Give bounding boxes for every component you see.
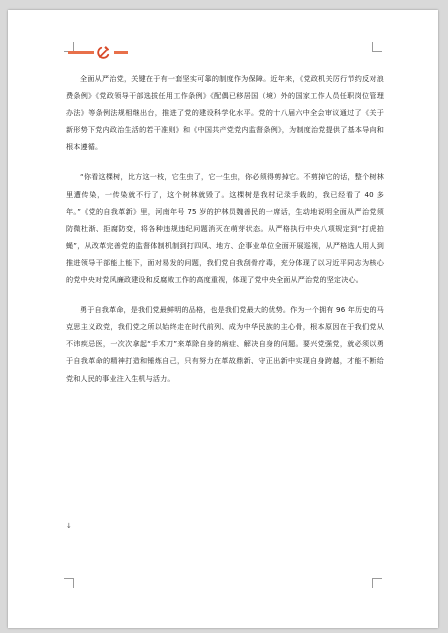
hammer-and-sickle-icon bbox=[97, 45, 111, 59]
document-page bbox=[8, 10, 438, 628]
paragraph: “你看这棵树，比方这一枝，它生虫了，它一生虫，你必须得剪掉它。不剪掉它的话，整个树林里遭传染，一传染就不行了，这个树林就毁了。这棵树是我村记录手栽的，我已经看了 40 多年。”《党的自我革新》里，河南年号 75 岁的护林员魏善民的一席话，生动地说明全面从严治党须防微杜渐、拒腐防变，将各种违规违纪问题消灭在萌芽状态。从严格执行中央八项规定到“打虎拍蝇”，从改革完善党的监督体制机制到打四风、地方、企事业单位全面开展巡视，从严格选人用人到推进领导干部能上能下，面对易发的问题，我们党自我刮骨疗毒，充分体现了以习近平同志为核心的党中央对党风廉政建设和反腐败工作的高度重视，体现了党中央全面从严治党的坚定决心。 bbox=[66, 172, 384, 285]
header-decoration bbox=[68, 44, 128, 60]
margin-corner-bottom-right bbox=[372, 578, 382, 588]
margin-corner-top-right bbox=[372, 42, 382, 52]
paragraph: 全面从严治党，关键在于有一套坚实可靠的制度作为保障。近年来，《党政机关厉行节约反对浪费条例》《党政领导干部选拔任用工作条例》《配偶已移居国（境）外的国家工作人员任职岗位管理办法》等条例法规相继出台，推进了党的建设科学化水平。党的十八届六中全会审议通过了《关于新形势下党内政治生活的若干准则》和《中国共产党党内监督条例》，为制度治党提供了基本导向和根本遵循。 bbox=[66, 74, 384, 152]
document-body[interactable] bbox=[66, 70, 384, 400]
paragraph: 勇于自我革命，是我们党最鲜明的品格，也是我们党最大的优势。作为一个拥有 96 年历史的马克思主义政党，我们党之所以始终走在时代前列、成为中华民族的主心骨，根本原因在于我们党从不讳疾忌医，一次次拿起“手术刀”来革除自身的病症、解决自身的问题。要兴党强党，就必须以勇于自我革命的精神打造和锤炼自己，只有努力在革故鼎新、守正出新中实现自身跨越，才能不断给党和人民的事业注入生机与活力。 bbox=[66, 305, 384, 383]
header-stripe bbox=[114, 51, 128, 54]
header-stripe bbox=[68, 51, 94, 54]
margin-corner-bottom-left bbox=[64, 578, 74, 588]
paragraph-mark: ↓ bbox=[66, 522, 72, 530]
